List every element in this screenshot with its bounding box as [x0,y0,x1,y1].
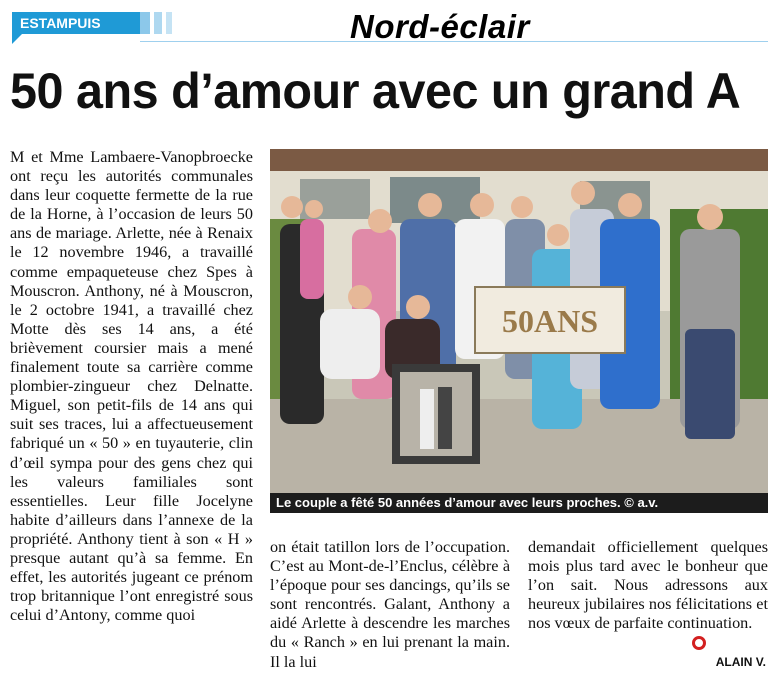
section-label-tail [12,34,22,44]
family-group-photo [270,149,768,493]
article-column-1 [10,148,253,625]
article-text: on était tatillon lors de l’occupation. C’est au Mont-de-l’Enclus, célèbre à l’époque pour ses dancings, qu’ils se sont rencontrés. Galant, Anthony a aidé Arlette à descendre les marches du « Ranch » en lui prenant la main. Il la lui [270,538,510,671]
sign-text: 50ANS [501,303,599,339]
article-text: M et Mme Lambaere-Vanopbroecke ont reçu les autorités communales dans leur coquette fermette de la rue de la Horne, à l’occasion de leurs 50 ans de mariage. Arlette, née à Renaix le 12 novembre 1946, a travaillé comme empaqueteuse chez Spes à Mouscron. Anthony, né à Mouscron, le 2 octobre 1941, a travaillé chez Motte dès ses 14 ans, a été brièvement coursier mais a mené finalement toute sa carrière comme plombier-zingueur chez Delnatte. Miguel, son petit-fils de 14 ans qui suit ses traces, lui a affectueusement fabriqué un « 50 » en tuyauterie, clin d’œil sympa pour des gens chez qui les valeurs familiales sont essentielles. Leur fille Jocelyne habite d’ailleurs dans l’annexe de la propriété. Anthony tient à son « H » presque autant qu’à sa femme. En effet, les autorités jugeant ce prénom trop britannique l’ont enregistré sous celui d’Antony, comme quoi [10,148,253,625]
section-label: ESTAMPUIS [12,12,140,34]
article-text: demandait officiellement quelques mois plus tard avec le bonheur que l’on sait. Nous adressons aux heureux jubilaires nos félicitations et nos vœux de parfaite continuation. [528,538,768,633]
article-column-2 [270,538,510,672]
section-label-decoration [154,12,162,34]
headline: 50 ans d’amour avec un grand A [10,63,741,119]
end-of-article-mark [692,636,706,650]
author-signature: ALAIN V. [715,655,766,669]
section-label-decoration [140,12,150,34]
section-label-decoration [166,12,172,34]
publication-logo: Nord-éclair [350,8,530,45]
photo-caption: Le couple a fêté 50 années d’amour avec leurs proches. © a.v. [270,493,768,513]
article-photo [270,149,768,513]
article-column-3 [528,538,768,633]
